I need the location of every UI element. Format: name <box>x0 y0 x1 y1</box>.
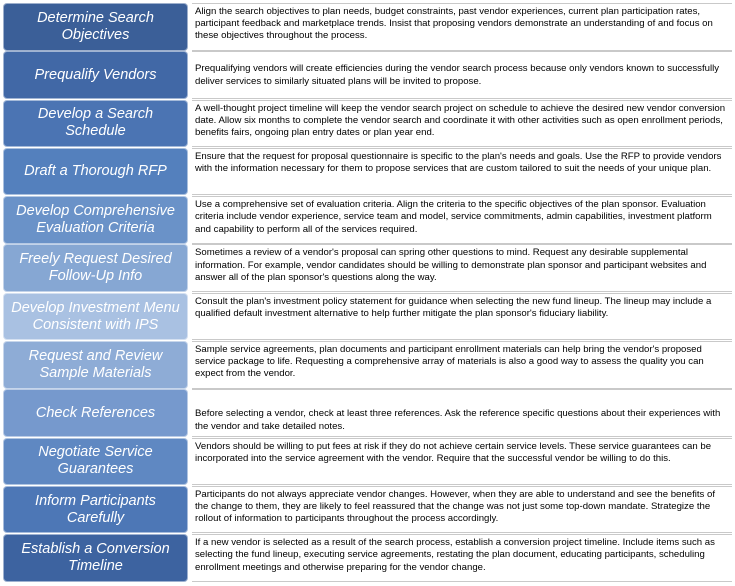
step-label: Request and Review Sample Materials <box>3 341 188 389</box>
step-description: If a new vendor is selected as a result of the search process, establish a conversion project timeline. Include items such as selecting the fund lineup, executing service agreements, restating the plan document, educating participants, scheduling enrollment meetings and otherwise preparing for the vendor change. <box>192 534 732 582</box>
step-description: Use a comprehensive set of evaluation criteria. Align the criteria to the specific objectives of the plan sponsor. Evaluation criteria include vendor experience, service team and model, service commitments, admin capabilities, investment platform and capability to perform all of the services required. <box>192 196 732 244</box>
step-description: Sometimes a review of a vendor's proposal can spring other questions to mind. Request any desirable supplemental information. For example, vendor candidates should be willing to demonstrate plan sponsor and participant websites and answer all of the plan sponsor's questions along the way. <box>192 244 732 292</box>
step-label: Develop a Search Schedule <box>3 100 188 148</box>
step-label: Develop Investment Menu Consistent with IPS <box>3 293 188 341</box>
step-description: Sample service agreements, plan documents and participant enrollment materials can help bring the vendor's proposed service package to life. Requesting a comprehensive array of materials is also a good way to assess the quality you can expect from the vendor. <box>192 341 732 389</box>
step-description: Participants do not always appreciate vendor changes. However, when they are able to understand and see the benefits of the change to them, they are likely to feel reassured that the change was not just some top-down mandate. Strategize the rollout of information to participants throughout the process accordingly. <box>192 486 732 534</box>
step-label: Inform Participants Carefully <box>3 486 188 534</box>
step-description: A well-thought project timeline will keep the vendor search project on schedule to achieve the desired new vendor conversion date. Allow six months to complete the vendor search and coordinate it with other activities such as open enrollment periods, benefits fairs, ongoing plan entry dates or plan year end. <box>192 100 732 148</box>
step-row <box>3 100 732 148</box>
step-description: Ensure that the request for proposal questionnaire is specific to the plan's needs and goals. Use the RFP to provide vendors with the information necessary for them to propose services that are custom tailored to suit the needs of your unique plan. <box>192 148 732 196</box>
step-label: Develop Comprehensive Evaluation Criteria <box>3 196 188 244</box>
step-row <box>3 438 732 486</box>
step-row <box>3 196 732 244</box>
step-row <box>3 341 732 389</box>
step-row <box>3 486 732 534</box>
step-row <box>3 51 732 99</box>
step-row <box>3 534 732 582</box>
step-description: Align the search objectives to plan needs, budget constraints, past vendor experiences, current plan participation rates, participant feedback and marketplace trends. Insist that proposing vendors demonstrate an understanding of and focus on these objectives throughout the process. <box>192 3 732 51</box>
step-description: Before selecting a vendor, check at least three references. Ask the reference specific questions about their experiences with the vendor and take detailed notes. <box>192 389 732 437</box>
step-label: Check References <box>3 389 188 437</box>
step-label: Prequalify Vendors <box>3 51 188 99</box>
step-label: Negotiate Service Guarantees <box>3 438 188 486</box>
step-label: Draft a Thorough RFP <box>3 148 188 196</box>
step-description: Prequalifying vendors will create efficiencies during the vendor search process because only vendors known to successfully deliver services to similarly situated plans will be invited to propose. <box>192 51 732 99</box>
step-row <box>3 389 732 437</box>
step-row <box>3 148 732 196</box>
step-row <box>3 293 732 341</box>
step-row <box>3 3 732 51</box>
step-description: Vendors should be willing to put fees at risk if they do not achieve certain service levels. These service guarantees can be incorporated into the service agreement with the vendor. Require that the successful vendor be willing to do this. <box>192 438 732 486</box>
step-label: Determine Search Objectives <box>3 3 188 51</box>
step-description: Consult the plan's investment policy statement for guidance when selecting the new fund lineup. The lineup may include a qualified default investment alternative to help further mitigate the plan sponsor's fiduciary liability. <box>192 293 732 341</box>
step-label: Freely Request Desired Follow-Up Info <box>3 244 188 292</box>
vendor-search-steps-table <box>3 3 732 583</box>
step-label: Establish a Conversion Timeline <box>3 534 188 582</box>
step-row <box>3 244 732 292</box>
